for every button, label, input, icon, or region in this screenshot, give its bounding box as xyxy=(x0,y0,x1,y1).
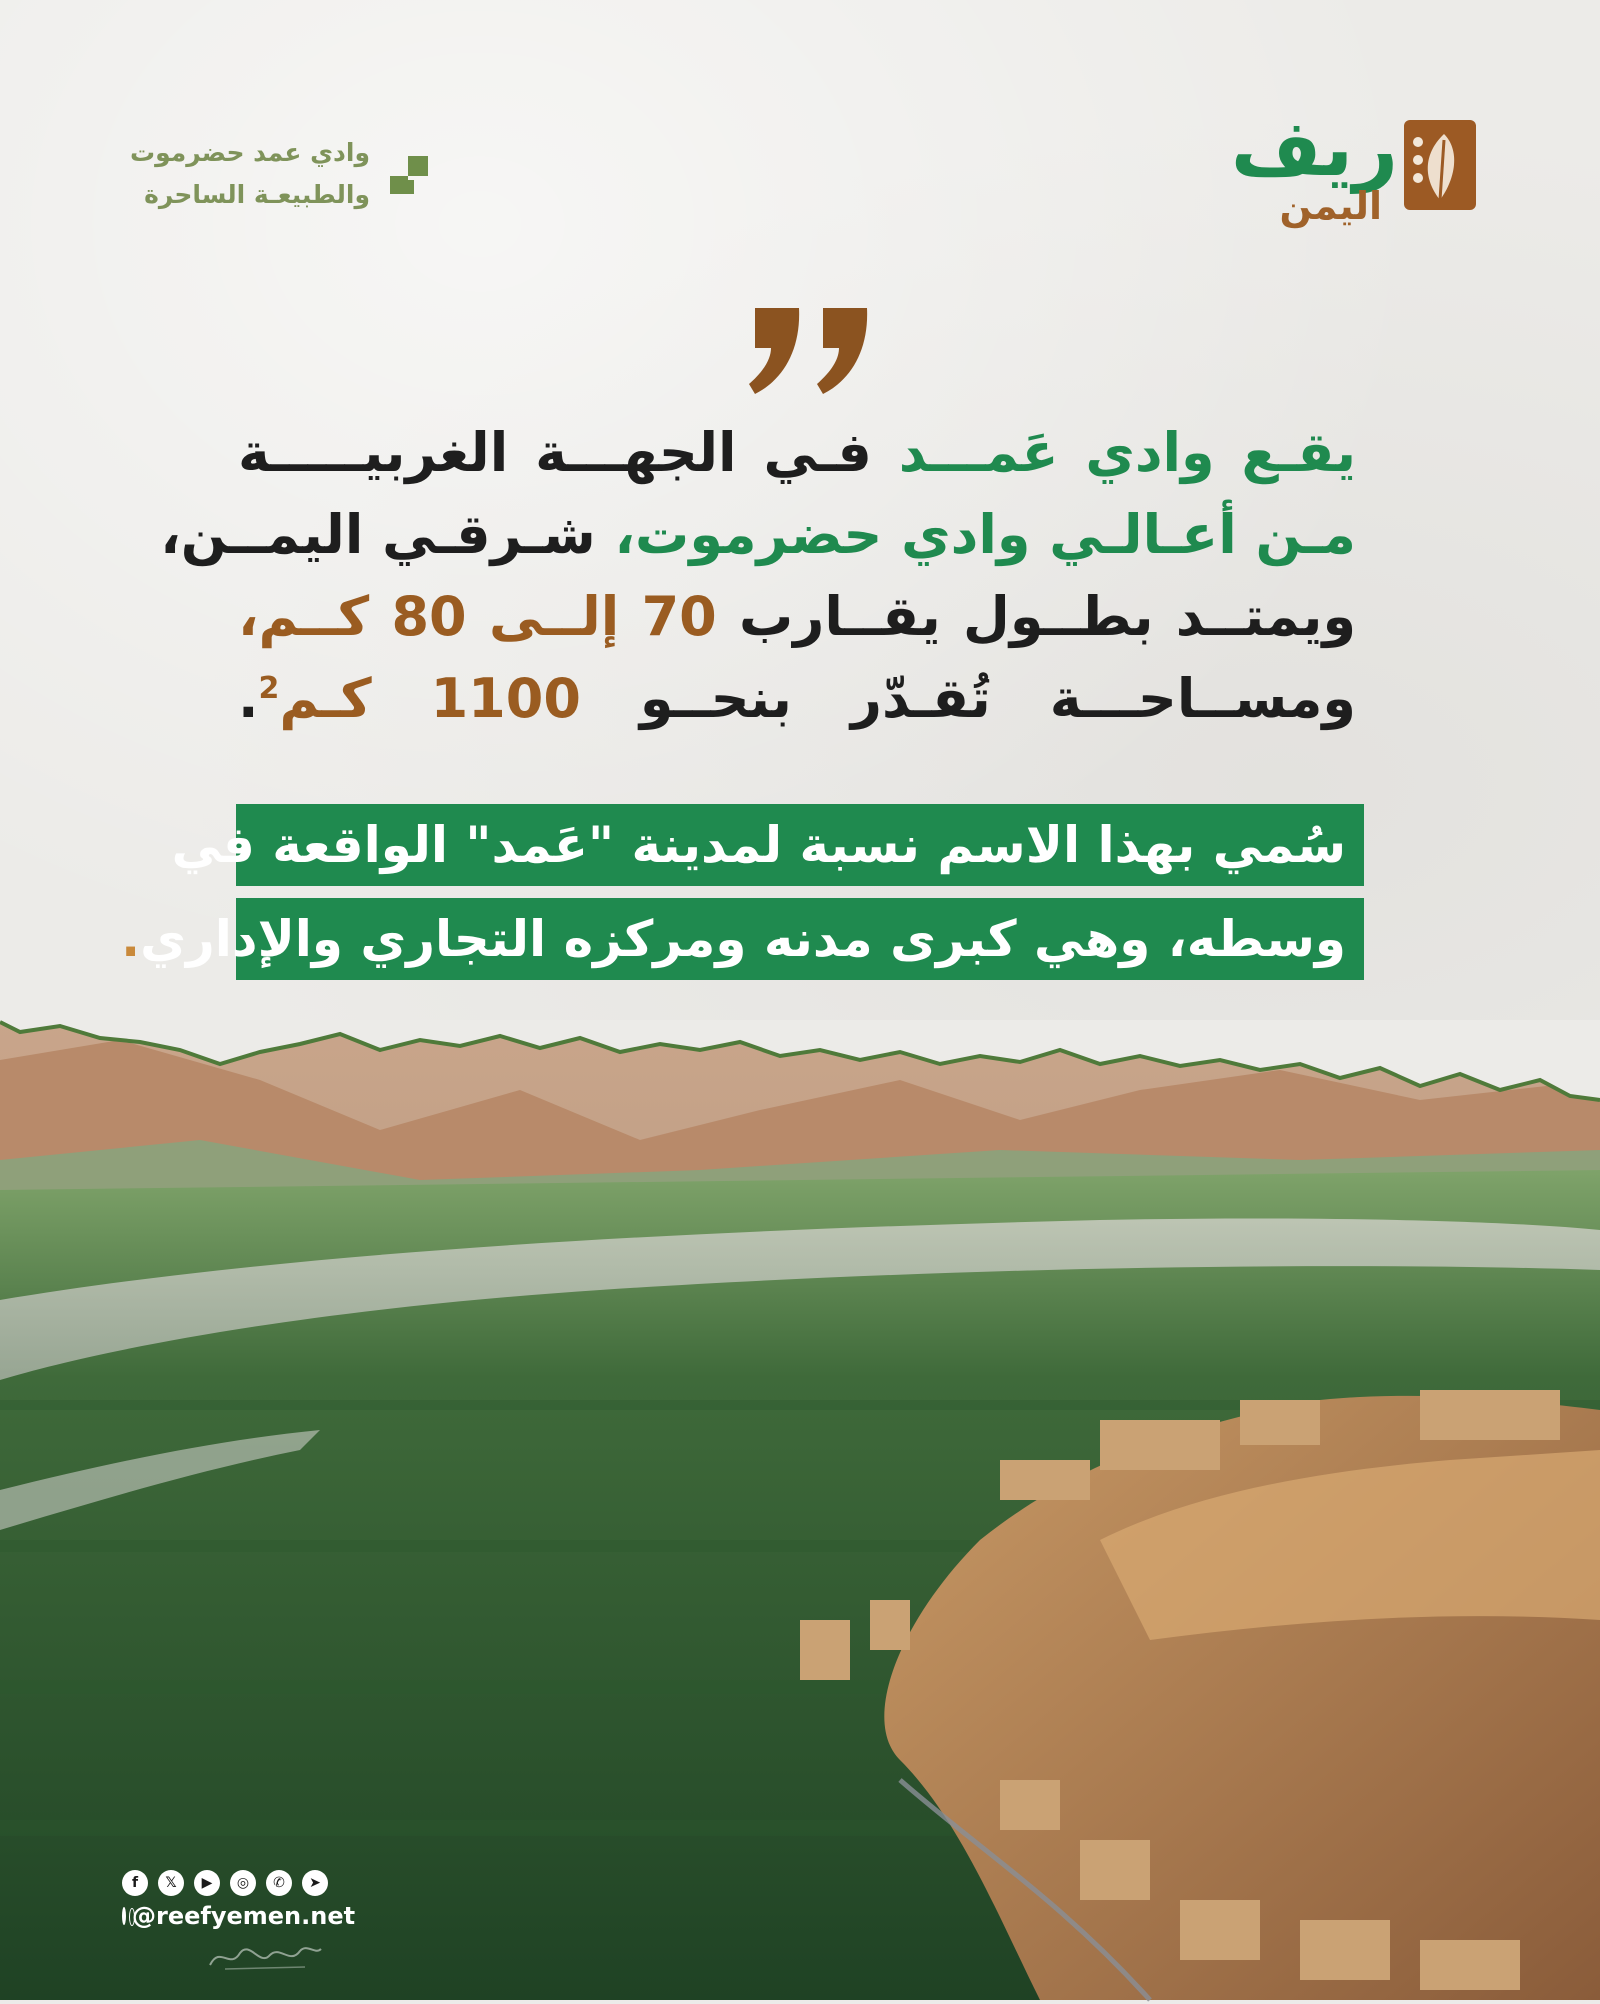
quote-line-3-start: ويمتــد بطــول يقــارب xyxy=(716,585,1357,648)
quote-text xyxy=(160,412,1357,740)
logo-sub-text: اليمن xyxy=(1279,184,1382,228)
quote-line-4 xyxy=(238,658,1356,740)
quote-area-superscript: 2 xyxy=(258,671,280,706)
quote-area-value xyxy=(259,667,581,730)
highlight-line-2-text: وسطه، وهي كبرى مدنه ومركزه التجاري والإداري xyxy=(140,910,1346,968)
highlight-line-1-text: سُمي بهذا الاسم نسبة لمدينة "عَمد" الواقعة في xyxy=(171,816,1346,874)
quote-length-value: 70 إلــى 80 كــم، xyxy=(238,585,717,648)
leaf-emblem-icon xyxy=(1404,120,1476,210)
quote-line-2-rest: شـرقـي اليمــن، xyxy=(160,503,615,566)
globe-icon xyxy=(122,1907,126,1925)
quote-line-4-start: ومســاحـــة تُقـدّر بنحــو xyxy=(580,667,1356,730)
x-icon[interactable]: 𝕏 xyxy=(158,1870,184,1896)
series-title xyxy=(120,132,370,216)
landscape-photo xyxy=(0,1020,1600,2000)
footer xyxy=(122,1870,356,1930)
quote-highlight-hadramout: مـن أعـالـي وادي حضرموت، xyxy=(614,503,1356,566)
quote-line-4-end: . xyxy=(238,667,259,730)
highlight-line-1 xyxy=(171,804,1364,886)
photographer-signature-watermark xyxy=(205,1935,325,1975)
instagram-icon[interactable]: ◎ xyxy=(230,1870,256,1896)
whatsapp-icon[interactable]: ✆ xyxy=(266,1870,292,1896)
telegram-icon[interactable]: ➤ xyxy=(302,1870,328,1896)
logo-main-text: ريف xyxy=(1230,104,1398,194)
quote-line-2 xyxy=(160,494,1356,576)
quote-line-1-rest: فـي الجهـــة الغربيـــــة xyxy=(238,421,899,484)
series-title-line-2: والطبيعـة الساحرة xyxy=(144,180,370,209)
series-title-line-1: وادي عمد حضرموت xyxy=(129,138,370,167)
quote-mark-icon xyxy=(735,300,870,400)
quote-area-number: 1100 كـم xyxy=(279,667,581,730)
series-mark-icon xyxy=(386,156,432,202)
reef-yemen-logo xyxy=(1210,104,1480,235)
highlight-line-2-dot: . xyxy=(121,910,141,968)
website-text: @reefyemen.net xyxy=(132,1902,356,1930)
youtube-icon[interactable]: ▶ xyxy=(194,1870,220,1896)
website-link[interactable] xyxy=(122,1902,356,1930)
quote-line-1 xyxy=(238,412,1356,494)
highlight-line-2 xyxy=(121,898,1364,980)
social-icons xyxy=(122,1870,352,1896)
facebook-icon[interactable]: f xyxy=(122,1870,148,1896)
quote-line-3 xyxy=(238,576,1356,658)
quote-highlight-wadi-amd: يقـع وادي عَمـــد xyxy=(898,421,1356,484)
